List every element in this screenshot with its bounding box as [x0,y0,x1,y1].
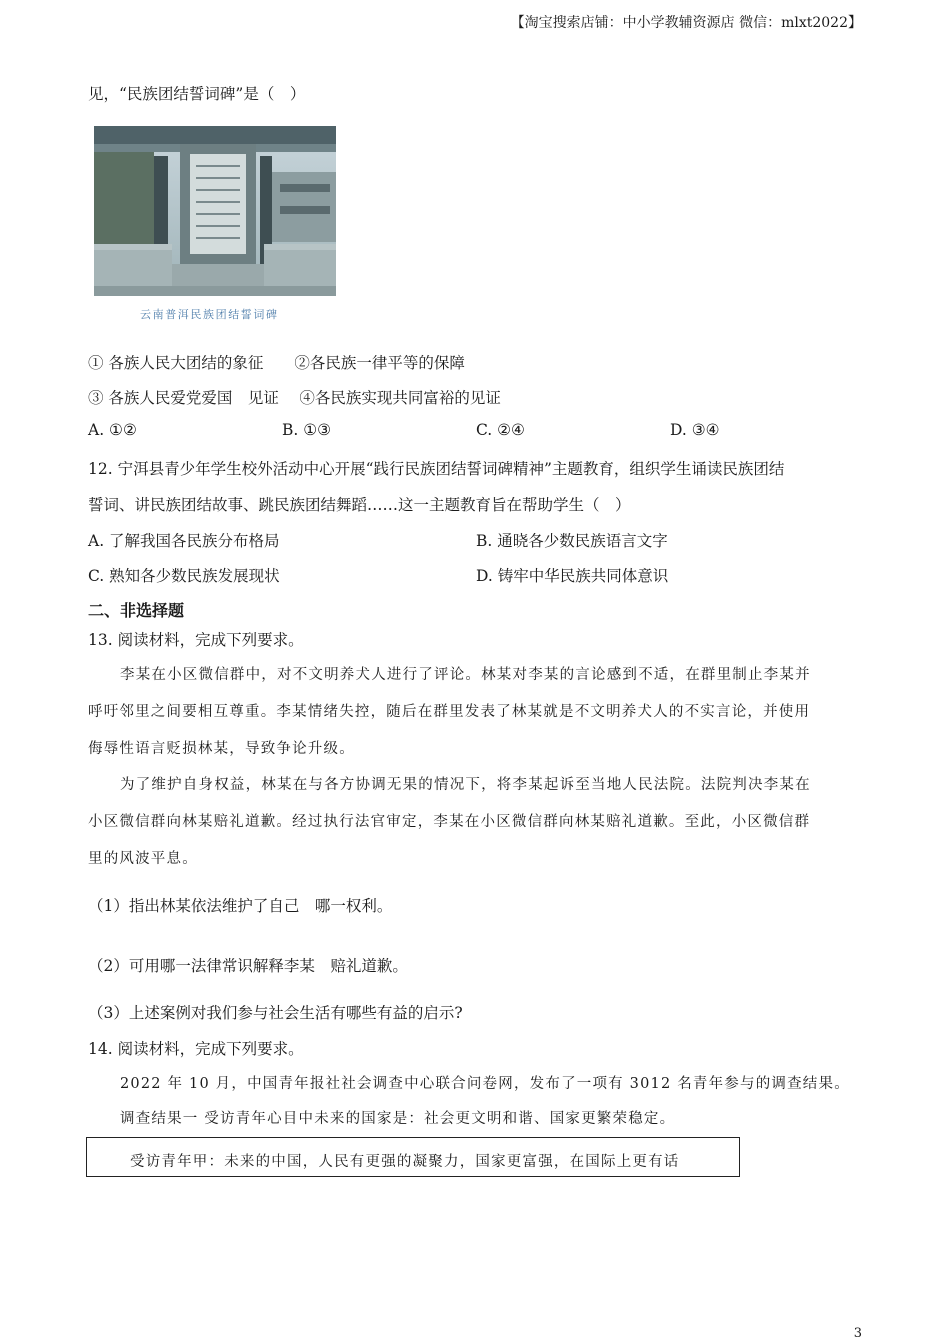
q14-material2: 调查结果一 受访青年心目中未来的国家是：社会更文明和谐、国家更繁荣稳定。 [120,1111,676,1127]
q13-material-line: 李某在小区微信群中，对不文明养犬人进行了评论。林某对李某的言论感到不适，在群里制止李某并 [120,667,811,683]
q11-statements-row2: ③ 各族人民爱党爱国 见证 ④各民族实现共同富裕的见证 [88,389,501,407]
q11-option-c: C. ②④ [476,421,525,439]
q11-option-a: A. ①② [88,421,137,439]
q13-material-line: 侮辱性语言贬损林某，导致争论升级。 [88,741,355,757]
q14-intro: 14. 阅读材料，完成下列要求。 [88,1040,304,1058]
q12-option-c: C. 熟知各少数民族发展现状 [88,567,280,585]
q13-material-line: 呼吁邻里之间要相互尊重。李某情绪失控，随后在群里发表了林某就是不文明养犬人的不实言论，并使用 [88,704,811,720]
q13-intro: 13. 阅读材料，完成下列要求。 [88,631,304,649]
q14-material1: 2022 年 10 月，中国青年报社社会调查中心联合问卷网，发布了一项有 3012 名青年参与的调查结果。 [120,1076,850,1092]
q13-material-line: 为了维护自身权益，林某在与各方协调无果的情况下，将李某起诉至当地人民法院。法院判决李某在 [120,777,811,793]
q13-sub2: （2）可用哪一法律常识解释李某 赔礼道歉。 [88,957,408,975]
q12-option-d: D. 铸牢中华民族共同体意识 [476,567,669,585]
q11-stem-end: 见，“民族团结誓词碑”是（ ） [88,85,306,103]
page-number: 3 [853,1326,862,1341]
monument-photo [94,126,336,326]
photo-caption: 云南普洱民族团结誓词碑 [140,308,279,321]
q12-option-a: A. 了解我国各民族分布格局 [88,532,280,550]
q13-material-line: 里的风波平息。 [88,851,198,867]
page-header: 【淘宝搜索店铺：中小学教辅资源店 微信：mlxt2022】 [510,15,862,31]
q13-sub3: （3）上述案例对我们参与社会生活有哪些有益的启示? [88,1004,463,1022]
q12-stem-line2: 誓词、讲民族团结故事、跳民族团结舞蹈……这一主题教育旨在帮助学生（ ） [88,496,631,514]
q11-option-b: B. ①③ [282,421,332,439]
quote-box-text: 受访青年甲：未来的中国，人民有更强的凝聚力，国家更富强，在国际上更有话 [130,1154,680,1170]
section-title: 二、非选择题 [88,601,185,620]
q13-material-line: 小区微信群向林某赔礼道歉。经过执行法官审定，李某在小区微信群向林某赔礼道歉。至此，小区微信群 [88,814,811,830]
q12-stem-line1: 12. 宁洱县青少年学生校外活动中心开展“践行民族团结誓词碑精神”主题教育，组织学生诵读民族团结 [88,460,785,478]
q11-statements-row1: ① 各族人民大团结的象征 ②各民族一律平等的保障 [88,354,465,372]
q12-option-b: B. 通晓各少数民族语言文字 [476,532,668,550]
q13-sub1: （1）指出林某依法维护了自己 哪一权利。 [88,897,393,915]
q11-option-d: D. ③④ [670,421,720,439]
